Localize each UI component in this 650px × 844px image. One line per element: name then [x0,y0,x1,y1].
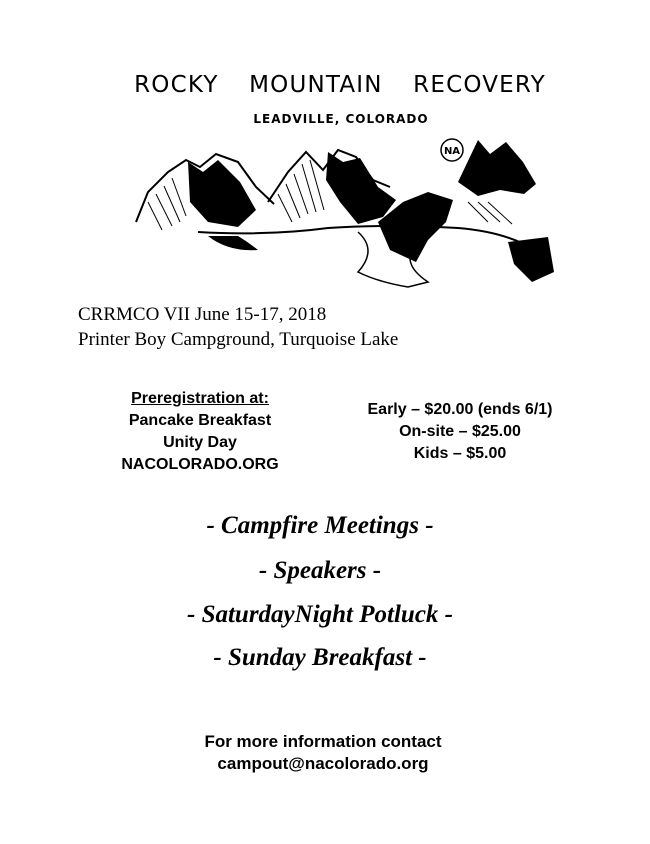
price-kids: Kids – $5.00 [413,445,507,462]
feature-sunday-breakfast: - Sunday Breakfast - [213,644,427,671]
preregistration-block [95,388,305,476]
event-location: Printer Boy Campground, Turquoise Lake [78,329,399,350]
mountain-lake-illustration [128,132,558,292]
price-onsite: On-site – $25.00 [399,423,521,440]
na-logo-text: NA [443,146,461,157]
feature-potluck: - SaturdayNight Potluck - [187,601,453,628]
contact-block [0,731,646,775]
contact-email[interactable]: campout@nacolorado.org [217,754,429,773]
preregistration-item: NACOLORADO.ORG [121,456,279,473]
pricing-block [330,399,590,465]
preregistration-item: Unity Day [163,434,237,451]
feature-campfire-meetings: - Campfire Meetings - [206,512,434,539]
event-dates: CRRMCO VII June 15-17, 2018 [78,304,327,325]
valley-trees [208,236,258,250]
feature-speakers: - Speakers - [258,557,382,584]
flyer-location: LEADVILLE, COLORADO [253,112,429,126]
mountain-dark-center [326,152,396,224]
mountain-dark-left [188,160,256,227]
mountain-dark-right [458,140,536,196]
flyer-title: ROCKY MOUNTAIN RECOVERY [134,72,546,98]
na-logo [441,139,463,161]
foreground-rocks [508,237,554,282]
price-early: Early – $20.00 (ends 6/1) [367,401,553,418]
preregistration-heading: Preregistration at: [131,390,269,407]
contact-line: For more information contact [204,732,442,751]
preregistration-item: Pancake Breakfast [128,412,272,429]
